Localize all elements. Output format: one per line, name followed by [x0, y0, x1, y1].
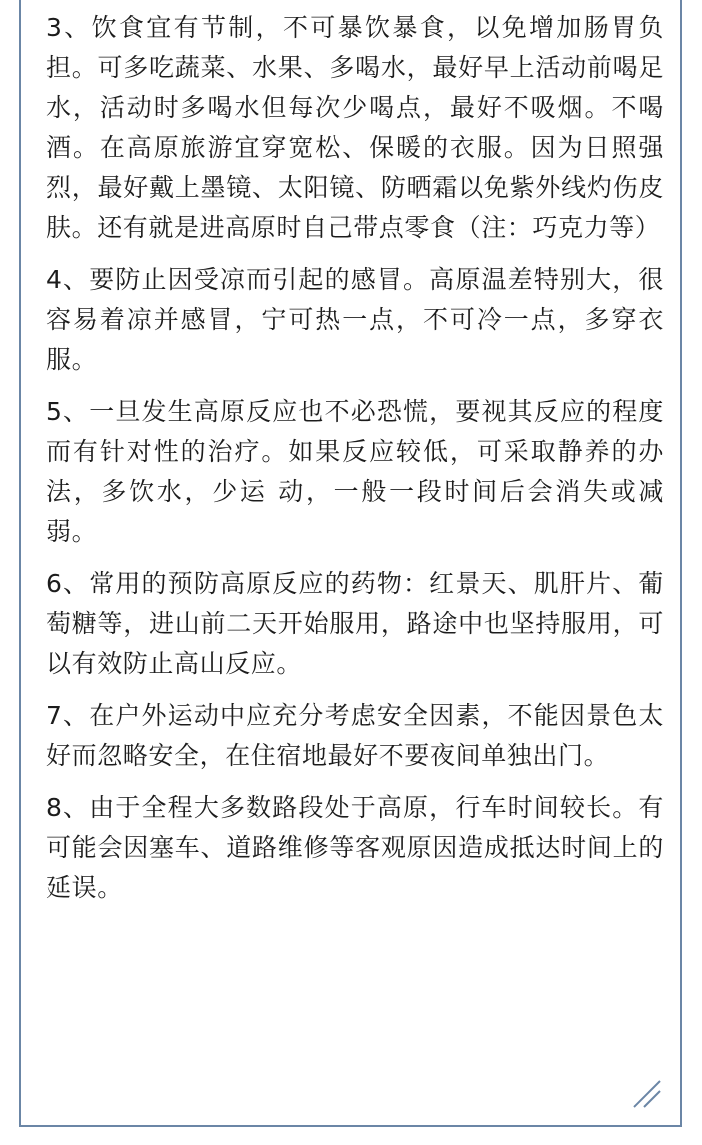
paragraph-tip-7: 7、在户外运动中应充分考虑安全因素，不能因景色太好而忽略安全，在住宿地最好不要夜间单独出门。 [46, 701, 664, 770]
paragraph-tip-6: 6、常用的预防高原反应的药物：红景天、肌肝片、葡萄糖等，进山前二天开始服用，路途中也坚持服用，可以有效防止高山反应。 [46, 569, 664, 678]
paragraph-tip-8: 8、由于全程大多数路段处于高原，行车时间较长。有可能会因塞车、道路维修等客观原因造成抵达时间上的延误。 [46, 793, 664, 902]
paragraph-tip-4: 4、要防止因受凉而引起的感冒。高原温差特别大，很容易着凉并感冒，宁可热一点，不可冷一点，多穿衣服。 [46, 265, 664, 374]
paragraph-tip-3: 3、饮食宜有节制，不可暴饮暴食，以免增加肠胃负担。可多吃蔬菜、水果、多喝水，最好早上活动前喝足水，活动时多喝水但每次少喝点，最好不吸烟。不喝酒。在高原旅游宜穿宽松、保暖的衣服。因为日照强烈，最好戴上墨镜、太阳镜、防晒霜以免紫外线灼伤皮肤。还有就是进高原时自己带点零食（注：巧克力等） [46, 13, 664, 242]
paragraph-tip-5: 5、一旦发生高原反应也不必恐慌，要视其反应的程度而有针对性的治疗。如果反应较低，可采取静养的办法，多饮水，少运 动，一般一段时间后会消失或减弱。 [46, 397, 664, 546]
document-body [46, 8, 664, 908]
corner-decoration-icon [632, 1079, 662, 1109]
